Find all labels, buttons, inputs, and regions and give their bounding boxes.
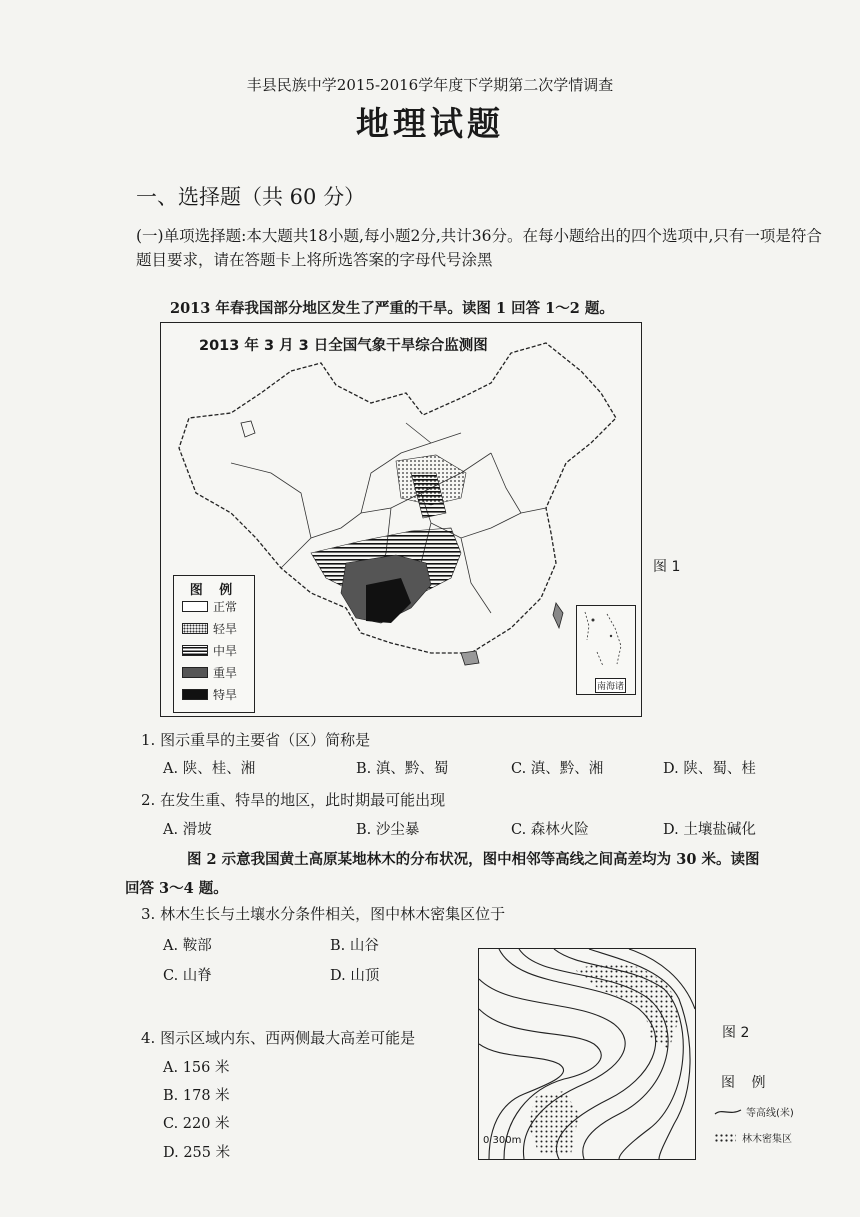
figure-1-caption: 图 1 <box>653 559 681 575</box>
question-intro-1: 2013 年春我国部分地区发生了严重的干旱。读图 1 回答 1～2 题。 <box>170 300 614 317</box>
q4-option-d[interactable]: D. 255 米 <box>163 1145 231 1161</box>
drought-map-figure <box>160 322 642 717</box>
legend-item-contour: 等高线(米) <box>714 1104 794 1119</box>
q4-option-b[interactable]: B. 178 米 <box>163 1088 230 1104</box>
q1-option-d[interactable]: D. 陕、蜀、桂 <box>663 761 756 777</box>
q2-option-b[interactable]: B. 沙尘暴 <box>356 822 420 838</box>
q3-option-c[interactable]: C. 山脊 <box>163 968 212 984</box>
question-intro-2-line1: 图 2 示意我国黄土高原某地林木的分布状况，图中相邻等高线之间高差均为 30 米。读图 <box>187 851 760 868</box>
section-heading: 一、选择题（共 60 分） <box>136 185 366 209</box>
question-4-stem: 4. 图示区域内东、西两侧最大高差可能是 <box>141 1029 416 1047</box>
question-intro-2-line2: 回答 3～4 题。 <box>125 880 228 897</box>
q4-option-c[interactable]: C. 220 米 <box>163 1116 230 1132</box>
q1-option-b[interactable]: B. 滇、黔、蜀 <box>356 761 449 777</box>
contour-map-figure <box>478 948 696 1160</box>
figure-2-caption: 图 2 <box>722 1025 750 1041</box>
map-title: 2013 年 3 月 3 日全国气象干旱综合监测图 <box>199 338 488 354</box>
question-1-stem: 1. 图示重旱的主要省（区）简称是 <box>141 731 371 749</box>
scale-bar: 0 300m <box>483 1135 522 1146</box>
legend-item-extreme: 特旱 <box>182 685 237 703</box>
q4-option-a[interactable]: A. 156 米 <box>163 1060 230 1076</box>
exam-header: 丰县民族中学2015-2016学年度下学期第二次学情调查 <box>246 76 614 94</box>
legend-item-severe: 重旱 <box>182 663 237 681</box>
instructions: (一)单项选择题:本大题共18小题,每小题2分,共计36分。在每小题给出的四个选项中,只有一项是符合题目要求，请在答题卡上将所选答案的字母代号涂黑 <box>136 227 822 269</box>
inset-label: 南海诸 <box>595 678 626 693</box>
legend-item-light: 轻旱 <box>182 619 237 637</box>
q1-option-a[interactable]: A. 陕、桂、湘 <box>163 761 256 777</box>
legend-item-normal: 正常 <box>182 597 237 615</box>
map-legend <box>173 575 255 713</box>
q3-option-d[interactable]: D. 山顶 <box>330 968 380 984</box>
legend-title: 图 例 <box>189 583 239 598</box>
question-3-stem: 3. 林木生长与土壤水分条件相关，图中林木密集区位于 <box>141 905 506 923</box>
q3-option-a[interactable]: A. 鞍部 <box>163 938 212 954</box>
q3-option-b[interactable]: B. 山谷 <box>330 938 379 954</box>
question-2-stem: 2. 在发生重、特旱的地区，此时期最可能出现 <box>141 791 446 809</box>
q1-option-c[interactable]: C. 滇、黔、湘 <box>511 761 604 777</box>
q2-option-c[interactable]: C. 森林火险 <box>511 822 589 838</box>
q2-option-d[interactable]: D. 土壤盐碱化 <box>663 822 756 838</box>
forest-area-north <box>574 963 679 1049</box>
legend-item-forest: 林木密集区 <box>714 1130 792 1145</box>
contour-lines <box>479 949 695 1159</box>
page-title: 地理试题 <box>356 104 504 143</box>
south-china-sea-inset <box>576 605 636 695</box>
figure-2-legend-title: 图 例 <box>721 1075 772 1091</box>
q2-option-a[interactable]: A. 滑坡 <box>163 822 212 838</box>
legend-item-moderate: 中旱 <box>182 641 237 659</box>
